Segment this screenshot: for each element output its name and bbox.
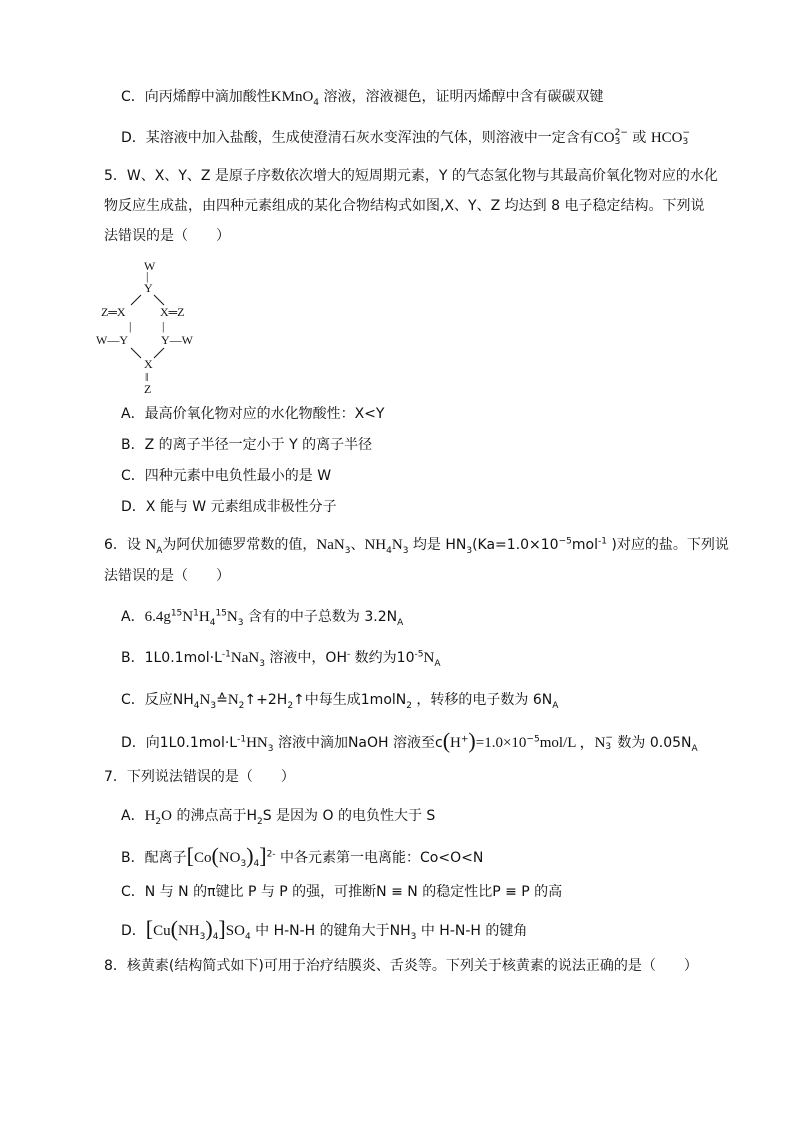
struct-left-x: Z═X [101, 305, 126, 319]
q4-option-c: C．向丙烯醇中滴加酸性KMnO$_4$ 溶液，溶液褪色，证明丙烯醇中含有碳碳双键 [121, 89, 604, 108]
struct-top-w: W [144, 259, 156, 273]
q6-option-a: A．$6.4g^{15}N^1H_4^{15}N_3$ 含有的中子总数为 $3.2N_A$ [121, 608, 404, 628]
q7-option-c: C．N 与 N 的π键比 P 与 P 的强，可推断N ≡ N 的稳定性比P ≡ P 的高 [121, 884, 563, 900]
struct-bar-3: | [162, 319, 165, 333]
q5-option-d: D．X 能与 W 元素组成非极性分子 [121, 499, 337, 515]
q6-option-c: C．反应$NH_4N_3≙N_2↑+2H_2↑$中每生成1molN$_2$ ，转移的电子数为 $6N_A$ [121, 692, 559, 711]
q5-stem-line-2: 物反应生成盐，由四种元素组成的某化合物结构式如图,X、Y、Z 均达到 8 电子稳定结构。下列说 [104, 198, 705, 214]
q5-stem-line-3: 法错误的是（ ） [104, 228, 230, 244]
q5-option-a: A．最高价氧化物对应的水化物酸性：X<Y [121, 406, 385, 422]
q7-stem: 7．下列说法错误的是（ ） [104, 769, 295, 785]
struct-bond-1 [131, 295, 141, 305]
q6-option-b: B．$1L0.1mol\cdot L^{-1}NaN_3$ 溶液中，OH- 数约为$10^{-5}N_A$ [121, 649, 441, 669]
q6-stem-line-2: 法错误的是（ ） [104, 568, 230, 584]
q8-stem: 8．核黄素(结构简式如下)可用于治疗结膜炎、舌炎等。下列关于核黄素的说法正确的是（ ） [104, 958, 698, 974]
struct-dbl: ‖ [145, 370, 149, 384]
q7-option-b: B．配离子$[Co(NO_3)_4]^{2-}$ 中各元素第一电离能：Co<O<N [121, 843, 484, 869]
struct-bottom-x: X [144, 357, 153, 371]
q7-option-d: D．$[Cu(NH_3)_4]SO_4$ 中 H-N-H 的键角大于$NH_3$ 中 H-N-H 的键角 [121, 916, 528, 942]
q6-stem-line-1: 6．设 $N_A$为阿伏加德罗常数的值，NaN$_3$、$NH_4N_3$ 均是 $HN_3(Ka=1.0\times 10^{-5}mol^{-1}$ )对应的盐。下列说 [104, 536, 729, 556]
struct-bond-4 [154, 348, 164, 358]
q7-option-a: A．$H_2O$ 的沸点高于$H_2S$ 是因为 O 的电负性大于 S [121, 808, 436, 827]
struct-left-y: W—Y [96, 333, 128, 347]
struct-top-y: Y [144, 281, 153, 295]
struct-bar-2: | [129, 319, 132, 333]
struct-bond-2 [154, 295, 164, 305]
q5-option-c: C．四种元素中电负性最小的是 W [121, 468, 332, 484]
struct-bar-1: | [146, 269, 149, 283]
struct-bottom-z: Z [144, 382, 152, 396]
struct-right-y: Y—W [161, 333, 193, 347]
q5-option-b: B．Z 的离子半径一定小于 Y 的离子半径 [121, 437, 373, 453]
q5-stem-line-1: 5．W、X、Y、Z 是原子序数依次增大的短周期元素，Y 的气态氢化物与其最高价氧化物对应的水化 [104, 168, 718, 184]
struct-bond-3 [131, 348, 141, 358]
struct-right-x: X═Z [160, 305, 185, 319]
q5-structure-formula [94, 258, 214, 398]
q4-option-d: D．某溶液中加入盐酸，生成使澄清石灰水变浑浊的气体，则溶液中一定含有CO 2− 3 或 HCO − 3 [121, 128, 691, 147]
q6-option-d: D．向$1L0.1mol\cdot L^{-1}HN_3$ 溶液中滴加NaOH 溶液至$c(H^+)=1.0\times 10^{-5}mol/L$ ，N − 3 数为 $0.05N_A$ [121, 728, 698, 754]
